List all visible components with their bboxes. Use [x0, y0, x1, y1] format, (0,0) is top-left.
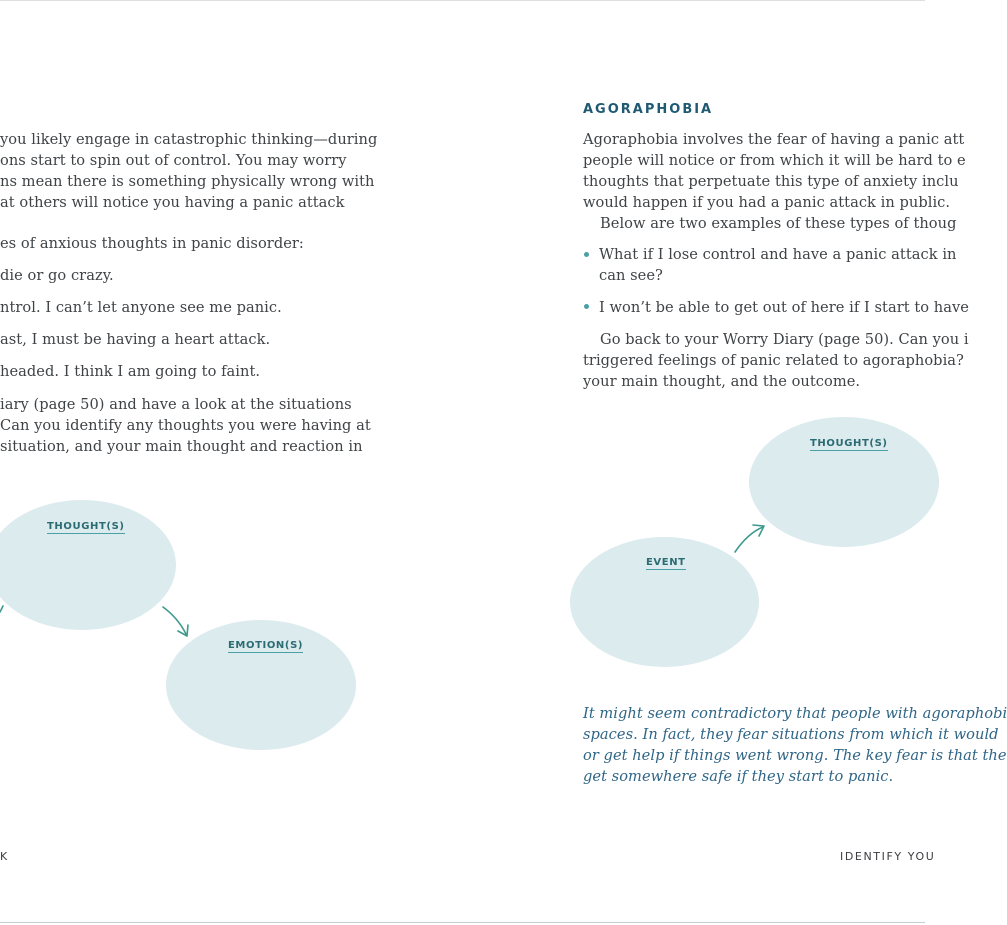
body-line: thoughts that perpetuate this type of anxiety inclu — [583, 173, 959, 190]
thoughts-label: THOUGHT(S) — [47, 521, 125, 532]
body-line: would happen if you had a panic attack in public. — [583, 194, 951, 211]
list-item: die or go crazy. — [0, 267, 114, 284]
list-item: headed. I think I am going to faint. — [0, 363, 261, 380]
emotions-label: EMOTION(S) — [228, 640, 304, 651]
left-page — [0, 0, 462, 925]
running-footer: K — [0, 850, 9, 863]
body-line: you likely engage in catastrophic thinking—during — [0, 131, 378, 148]
body-line: ons start to spin out of control. You may worry — [0, 152, 347, 169]
body-line: iary (page 50) and have a look at the situations — [0, 396, 352, 413]
bullet-text: What if I lose control and have a panic attack in — [599, 246, 957, 263]
body-line: situation, and your main thought and reaction in — [0, 438, 363, 455]
body-line: Agoraphobia involves the fear of having a panic att — [583, 131, 965, 148]
body-line: your main thought, and the outcome. — [583, 373, 861, 390]
body-line: people will notice or from which it will be hard to e — [583, 152, 966, 169]
body-line: Go back to your Worry Diary (page 50). Can you i — [600, 331, 969, 348]
body-line: es of anxious thoughts in panic disorder: — [0, 235, 304, 252]
body-line: at others will notice you having a panic attack — [0, 194, 345, 211]
right-page — [463, 0, 1007, 925]
callout-line: get somewhere safe if they start to panic. — [583, 768, 894, 785]
section-heading: AGORAPHOBIA — [583, 102, 714, 117]
list-item: ntrol. I can’t let anyone see me panic. — [0, 299, 282, 316]
body-line: Can you identify any thoughts you were having at — [0, 417, 371, 434]
running-footer: IDENTIFY YOU — [840, 850, 936, 863]
list-item: ast, I must be having a heart attack. — [0, 331, 271, 348]
callout-line: It might seem contradictory that people with agoraphobi — [583, 705, 1007, 722]
bullet-text: I won’t be able to get out of here if I start to have — [599, 299, 969, 316]
body-line: ns mean there is something physically wrong with — [0, 173, 375, 190]
event-label: EVENT — [646, 557, 686, 568]
body-line: Below are two examples of these types of thoug — [600, 215, 957, 232]
callout-line: spaces. In fact, they fear situations from which it would — [583, 726, 999, 743]
page-bottom-edge — [0, 922, 925, 923]
arrow-icon — [0, 0, 462, 925]
callout-line: or get help if things went wrong. The key fear is that the — [583, 747, 1007, 764]
thoughts-label: THOUGHT(S) — [810, 438, 888, 449]
bullet-text: can see? — [599, 267, 663, 284]
body-line: triggered feelings of panic related to agoraphobia? — [583, 352, 964, 369]
